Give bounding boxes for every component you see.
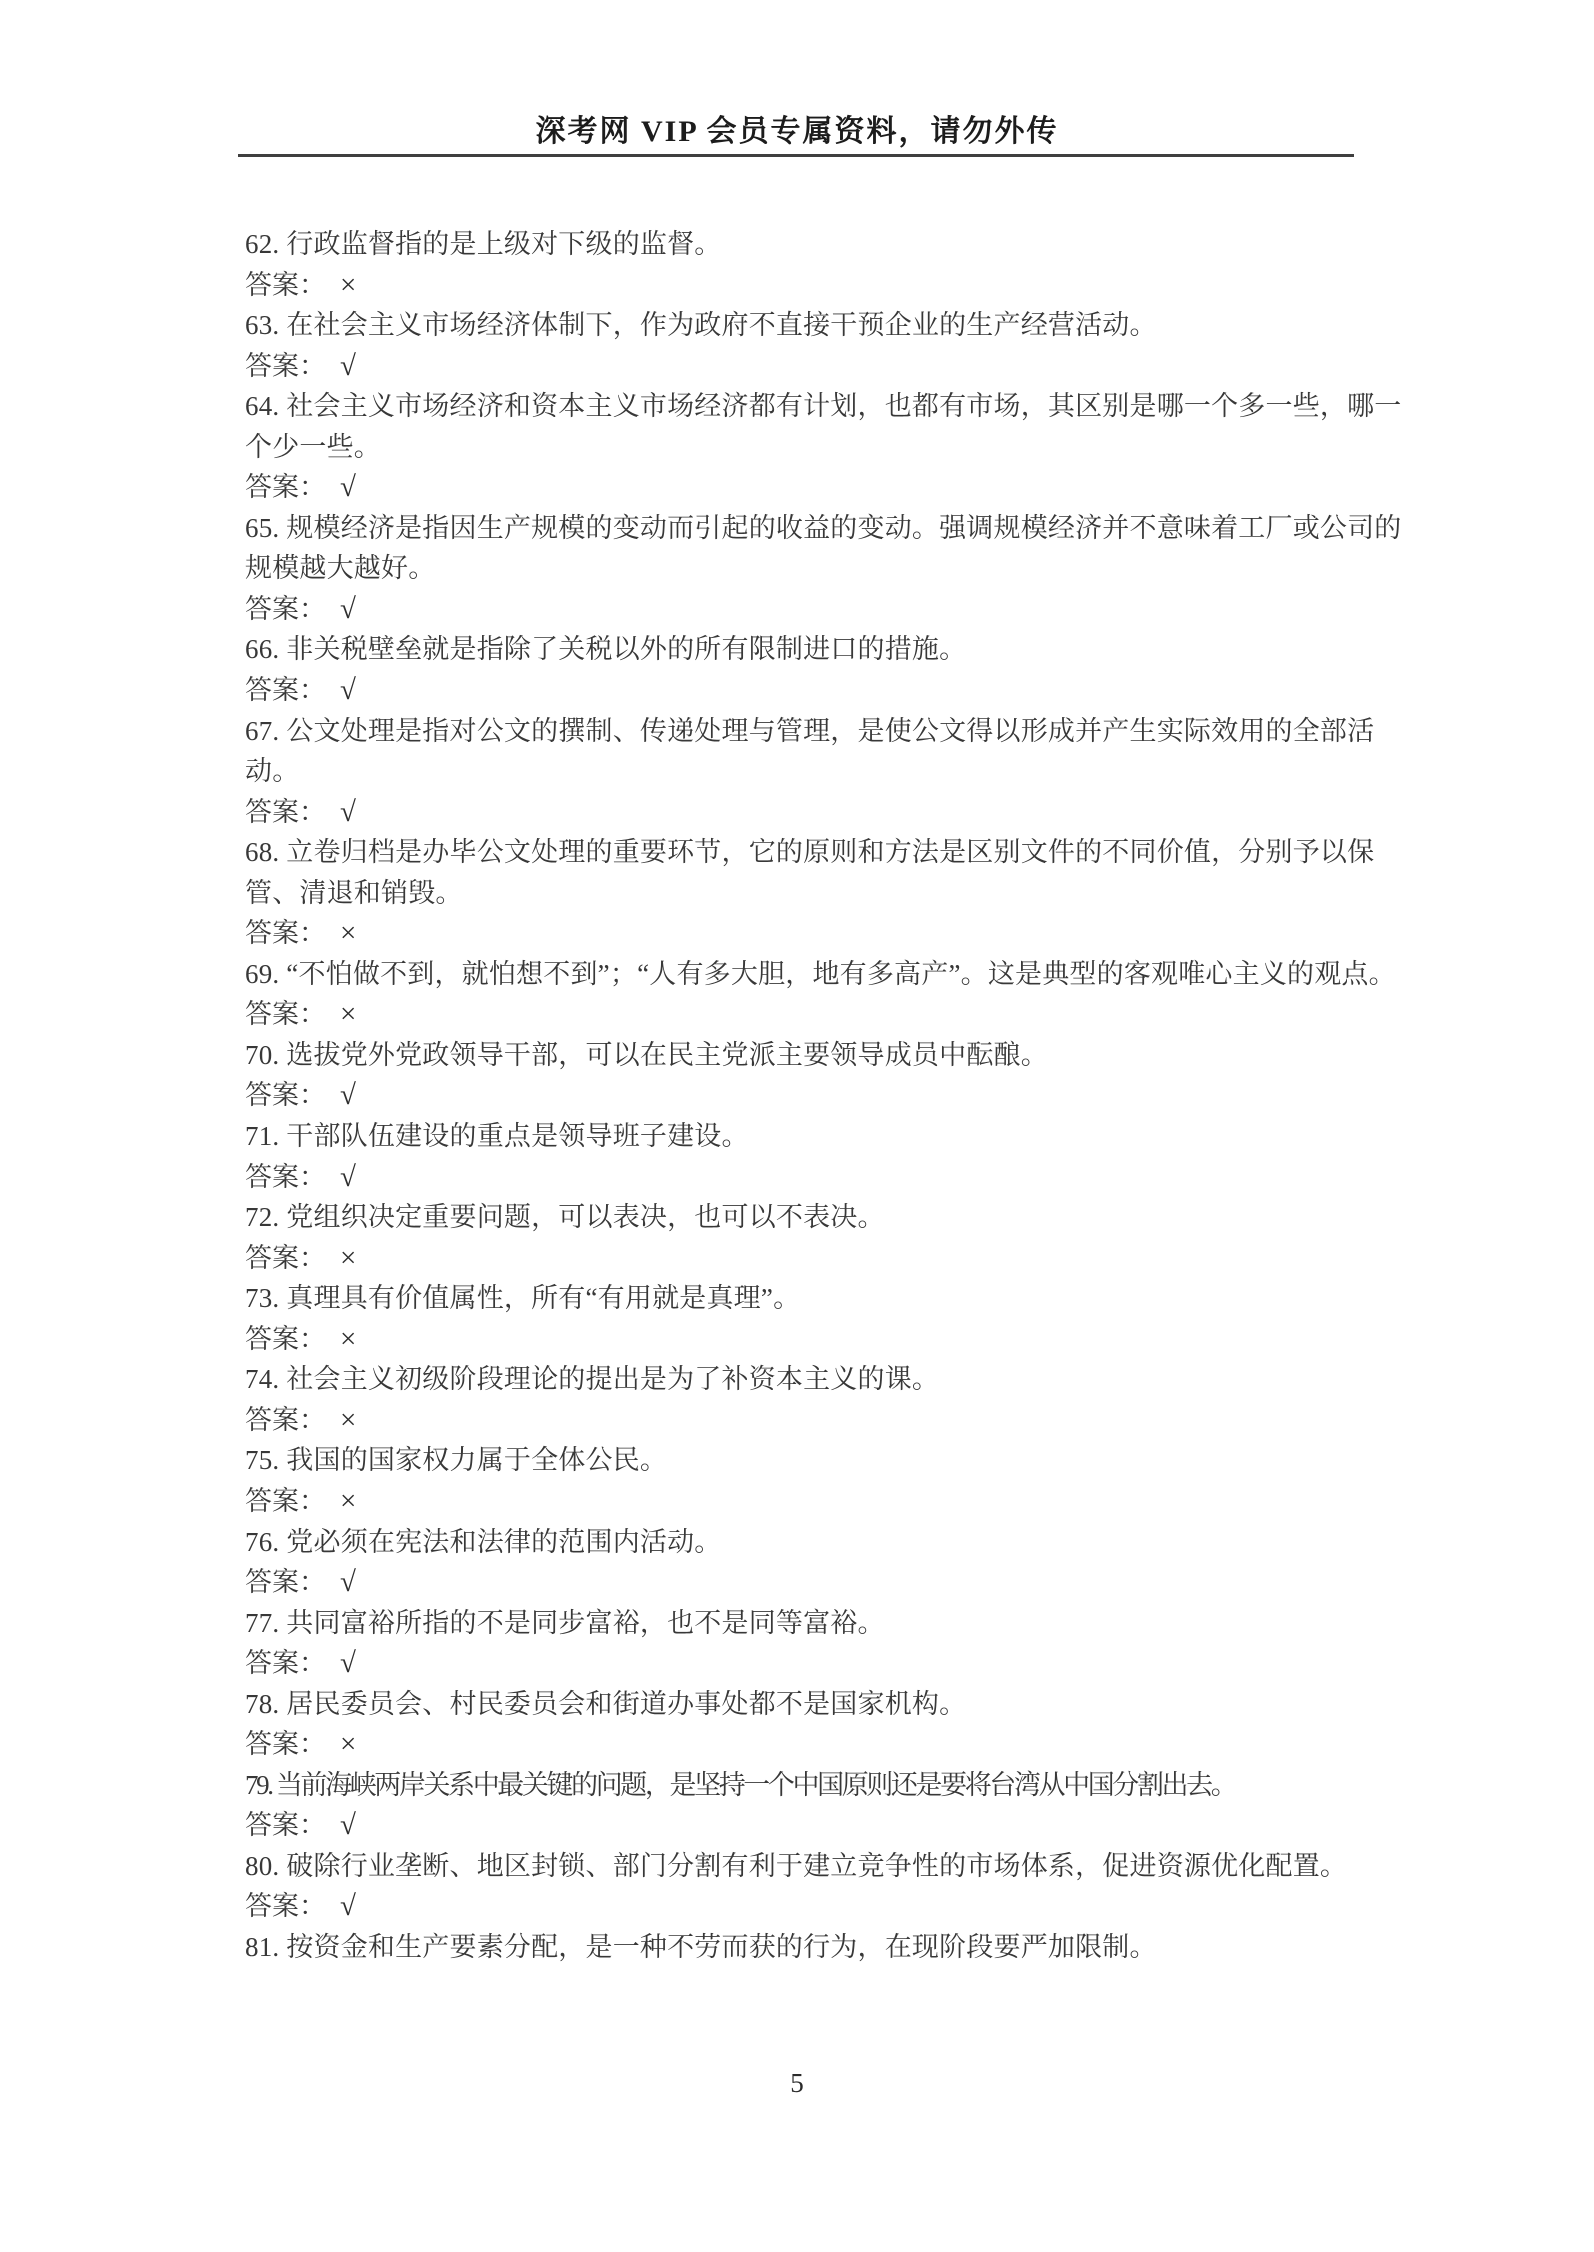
answer-label: 答案： xyxy=(245,1323,326,1354)
question-line: 72. 党组织决定重要问题，可以表决，也可以不表决。 xyxy=(245,1202,885,1233)
answer-mark: √ xyxy=(340,1160,356,1193)
answer-mark: √ xyxy=(340,349,356,382)
answer-line xyxy=(245,1157,1405,1198)
question-line: 81. 按资金和生产要素分配，是一种不劳而获的行为，在现阶段要严加限制。 xyxy=(245,1931,1157,1962)
question-item xyxy=(245,305,1405,386)
answer-mark: √ xyxy=(340,1079,356,1112)
question-item xyxy=(245,1603,1405,1684)
answer-label: 答案： xyxy=(245,1404,326,1435)
answer-label: 答案： xyxy=(245,1891,326,1922)
answer-line xyxy=(245,1319,1405,1360)
question-item xyxy=(245,1846,1405,1927)
question-line: 75. 我国的国家权力属于全体公民。 xyxy=(245,1445,668,1476)
question-item xyxy=(245,1765,1405,1846)
answer-line xyxy=(245,1238,1405,1279)
answer-mark: × xyxy=(340,1484,357,1517)
answer-label: 答案： xyxy=(245,1080,326,1111)
question-item xyxy=(245,1684,1405,1765)
answer-line xyxy=(245,467,1405,508)
question-line: 67. 公文处理是指对公文的撰制、传递处理与管理，是使公文得以形成并产生实际效用的全部活动。 xyxy=(245,715,1375,787)
question-item xyxy=(245,832,1405,954)
answer-line xyxy=(245,1562,1405,1603)
question-item xyxy=(245,629,1405,710)
answer-label: 答案： xyxy=(245,796,326,827)
question-line: 69. “不怕做不到，就怕想不到”；“人有多大胆，地有多高产”。这是典型的客观唯心主义的观点。 xyxy=(245,958,1396,989)
answer-label: 答案： xyxy=(245,675,326,706)
answer-line xyxy=(245,1400,1405,1441)
question-line: 78. 居民委员会、村民委员会和街道办事处都不是国家机构。 xyxy=(245,1688,967,1719)
answer-mark: √ xyxy=(340,1890,356,1923)
answer-mark: × xyxy=(340,998,357,1031)
question-item xyxy=(245,1116,1405,1197)
answer-line xyxy=(245,589,1405,630)
question-line: 65. 规模经济是指因生产规模的变动而引起的收益的变动。强调规模经济并不意味着工厂或公司的规模越大越好。 xyxy=(245,512,1402,584)
answer-label: 答案： xyxy=(245,1810,326,1841)
question-item xyxy=(245,1522,1405,1603)
answer-mark: × xyxy=(340,1241,357,1274)
answer-line xyxy=(245,1075,1405,1116)
answer-line xyxy=(245,1643,1405,1684)
answer-label: 答案： xyxy=(245,999,326,1030)
answer-line xyxy=(245,913,1405,954)
question-item xyxy=(245,1440,1405,1521)
answer-line xyxy=(245,1724,1405,1765)
answer-mark: × xyxy=(340,1403,357,1436)
answer-mark: √ xyxy=(340,674,356,707)
answer-mark: × xyxy=(340,917,357,950)
question-line: 80. 破除行业垄断、地区封锁、部门分割有利于建立竞争性的市场体系，促进资源优化配置。 xyxy=(245,1850,1348,1881)
question-list xyxy=(245,224,1405,1968)
answer-label: 答案： xyxy=(245,918,326,949)
answer-line xyxy=(245,670,1405,711)
question-line: 73. 真理具有价值属性，所有“有用就是真理”。 xyxy=(245,1283,801,1314)
answer-line xyxy=(245,1481,1405,1522)
answer-line xyxy=(245,1886,1405,1927)
answer-line xyxy=(245,265,1405,306)
question-item xyxy=(245,224,1405,305)
answer-mark: √ xyxy=(340,1809,356,1842)
header-divider xyxy=(238,154,1354,157)
header-title: 深考网 VIP 会员专属资料，请勿外传 xyxy=(535,115,1059,148)
question-item xyxy=(245,1035,1405,1116)
answer-label: 答案： xyxy=(245,472,326,503)
answer-mark: √ xyxy=(340,1647,356,1680)
question-line: 70. 选拔党外党政领导干部，可以在民主党派主要领导成员中酝酿。 xyxy=(245,1039,1048,1070)
answer-mark: √ xyxy=(340,471,356,504)
answer-label: 答案： xyxy=(245,1161,326,1192)
answer-mark: √ xyxy=(340,795,356,828)
question-line: 71. 干部队伍建设的重点是领导班子建设。 xyxy=(245,1121,749,1152)
question-item xyxy=(245,508,1405,630)
answer-mark: × xyxy=(340,268,357,301)
answer-label: 答案： xyxy=(245,1729,326,1760)
question-line: 64. 社会主义市场经济和资本主义市场经济都有计划，也都有市场，其区别是哪一个多一些，哪一个少一些。 xyxy=(245,391,1402,462)
question-line: 68. 立卷归档是办毕公文处理的重要环节，它的原则和方法是区别文件的不同价值，分别予以保管、清退和销毁。 xyxy=(245,837,1375,908)
question-item xyxy=(245,1359,1405,1440)
question-line: 77. 共同富裕所指的不是同步富裕，也不是同等富裕。 xyxy=(245,1607,885,1638)
answer-label: 答案： xyxy=(245,1648,326,1679)
question-line: 63. 在社会主义市场经济体制下，作为政府不直接干预企业的生产经营活动。 xyxy=(245,310,1157,341)
answer-label: 答案： xyxy=(245,1567,326,1598)
answer-line xyxy=(245,994,1405,1035)
answer-label: 答案： xyxy=(245,1242,326,1273)
answer-line xyxy=(245,1805,1405,1846)
answer-mark: × xyxy=(340,1728,357,1761)
answer-label: 答案： xyxy=(245,269,326,300)
answer-label: 答案： xyxy=(245,1485,326,1516)
question-item xyxy=(245,711,1405,833)
page-number: 5 xyxy=(790,2068,804,2098)
question-line: 76. 党必须在宪法和法律的范围内活动。 xyxy=(245,1526,722,1557)
answer-mark: √ xyxy=(340,1566,356,1599)
question-item xyxy=(245,1927,1405,1968)
question-item xyxy=(245,1197,1405,1278)
question-item xyxy=(245,1278,1405,1359)
answer-mark: √ xyxy=(340,592,356,625)
answer-label: 答案： xyxy=(245,593,326,624)
answer-line xyxy=(245,792,1405,833)
question-item xyxy=(245,386,1405,508)
question-line: 66. 非关税壁垒就是指除了关税以外的所有限制进口的措施。 xyxy=(245,634,967,665)
answer-mark: × xyxy=(340,1322,357,1355)
question-item xyxy=(245,954,1405,1035)
question-line: 74. 社会主义初级阶段理论的提出是为了补资本主义的课。 xyxy=(245,1364,940,1395)
answer-line xyxy=(245,346,1405,387)
question-line: 62. 行政监督指的是上级对下级的监督。 xyxy=(245,229,722,259)
question-line: 79. 当前海峡两岸关系中最关键的问题，是坚持一个中国原则还是要将台湾从中国分割出去。 xyxy=(245,1769,1236,1800)
answer-label: 答案： xyxy=(245,350,326,381)
